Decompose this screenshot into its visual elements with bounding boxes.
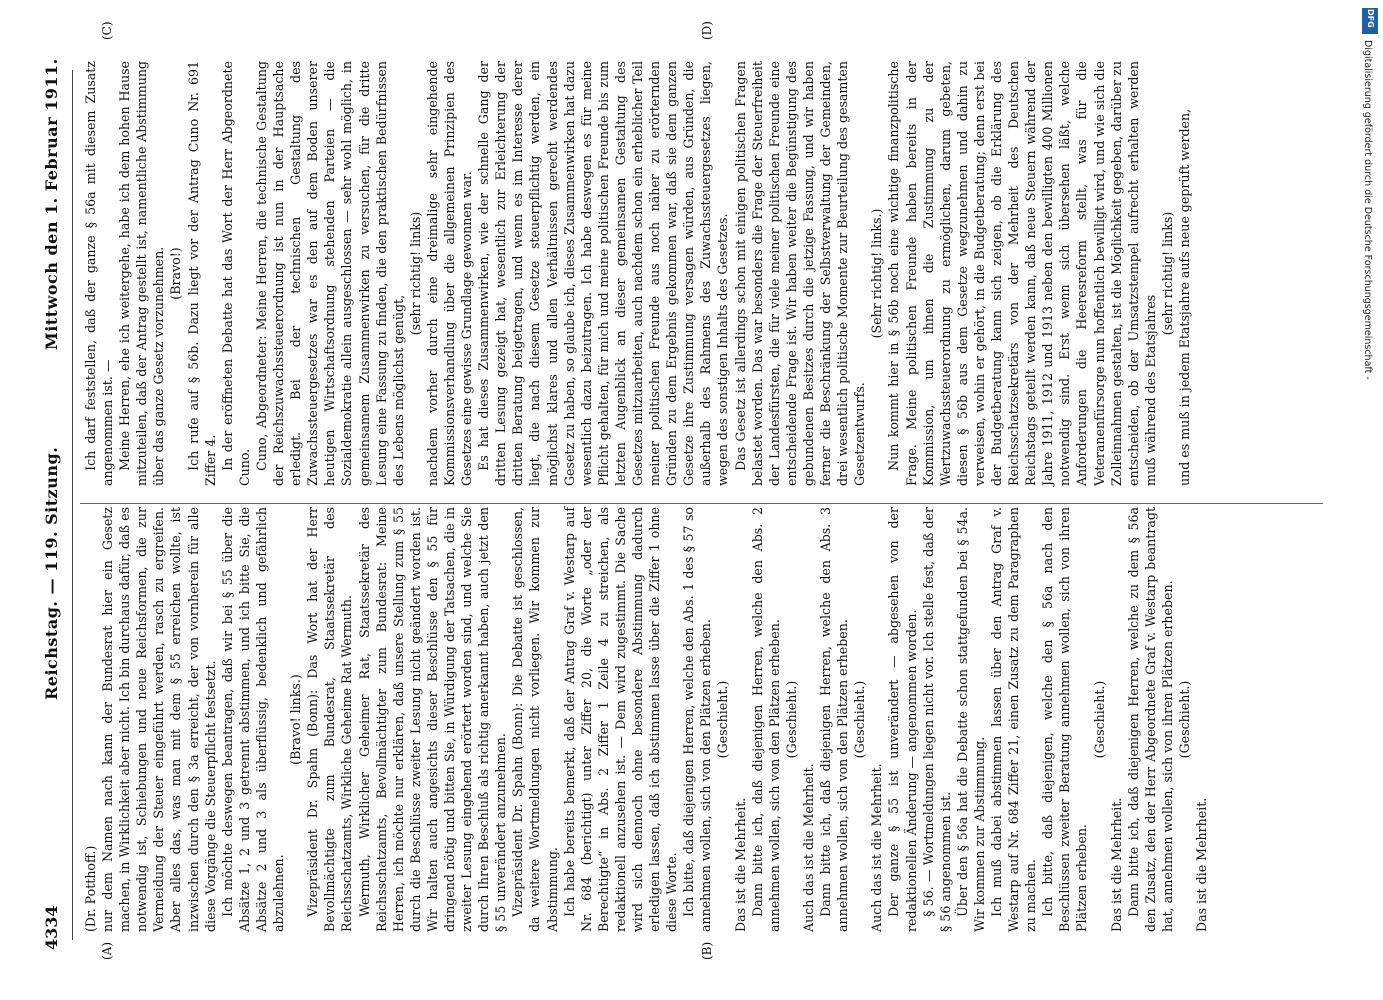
paragraph: Es hat dieses Zusammenwirken, wie der schnelle Gang der dritten Lesung gezeigt hat, wesentlich zur Erleichterung der dritten Beratung beigetragen, und wenn es im Interesse derer liegt, die nach diesem Gesetze steuerpflichtig werden, ein möglichst klares und allen Verhältnissen gerecht werdendes Gesetz zu haben, so glaube ich, dieses Zusammenwirken hat dazu wesentlich dazu beizutragen. Ich habe deswegen es für meine Pflicht gehalten, für mich und meine politischen Freunde bis zum letzten Augenblick an dieser gemeinsamen Gestaltung des Gesetzes mitzuarbeiten, auch nachdem schon ein erheblicher Teil meiner politischen Freunde aus noch näher zu erörternden Gründen zu dem Ergebnis gekommen war, daß sie dem ganzen Gesetze ihre Zustimmung versagen würden, aus Gründen, die außerhalb des Rahmens des Zuwachssteuergesetzes liegen, wegen des sonstigen Inhalts des Gesetzes. <box>476 61 731 486</box>
margin-letter-d: (D) <box>700 21 714 40</box>
digitization-note <box>1355 40 1379 960</box>
paragraph: Ich habe bereits bemerkt, daß der Antrag Graf v. Westarp auf Nr. 684 (berichtigt) unter Ziffer 20, die Worte „oder der Berechtigte“ in Abs. 2 Ziffer 1 Zeile 4 zu streichen, als redaktionell anzusehen ist. — Dem wird zugestimmt. Die Sache wird sich dennoch ohne besondere Abstimmung dadurch erledigen lassen, daß ich abstimmen lasse über die Ziffer 1 ohne diese Worte. <box>561 507 680 932</box>
paragraph: Nun kommt hier in § 56b noch eine wichtige finanzpolitische Frage. Meine politischen Freunde haben bereits in der Kommission, um ihnen die Zustimmung zu der Wertzuwachssteuerordnung zu ermöglichen, darum gebeten, diesen § 56b aus dem Gesetze wegzunehmen und dahin zu verweisen, wohin er gehört, in die Budgetberatung; denn erst bei der Budgetberatung kann sich zeigen, ob die Erklärung des Reichsschatzsekretärs von der Mehrheit des Deutschen Reichstags geteilt werden kann, daß neue Steuern während der Jahre 1911, 1912 und 1913 neben den bewilligten 400 Millionen notwendig sind. Erst wenn sich übersehen läßt, welche Anforderungen die Heeresreform stellt, was für die Veteranenfürsorge nun hoffentlich bewilligt wird, und wie sich die Zolleinnahmen gestalten, ist die Möglichkeit gegeben, darüber zu entscheiden, ob der Umsatzstempel aufrecht erhalten werden muß während des Etatsjahres <box>886 61 1158 486</box>
margin-letter-c: (C) <box>100 21 114 40</box>
paragraph: Dann bitte ich, daß diejenigen Herren, welche den Abs. 2 annehmen wollen, sich von den Plätzen erheben. <box>749 507 782 932</box>
paragraph: (Sehr richtig! links.) <box>869 208 885 339</box>
right-column <box>82 61 1193 486</box>
column-divider <box>80 503 1323 504</box>
paragraph: Auch das ist die Mehrheit. <box>800 763 816 932</box>
paragraph: (Geschieht.) <box>783 680 799 759</box>
paragraph: Ich möchte deswegen beantragen, daß wir bei § 55 über die Absätze 1, 2 und 3 getrennt abstimmen, und ich bitte Sie, die Absätze 2 und 3 als überflüssig, bedenklich und gefährlich abzulehnen. <box>219 507 287 932</box>
paragraph: Dann bitte ich, daß diejenigen Herren, welche zu dem § 56a den Zusatz, den der Herr Abgeordnete Graf v. Westarp beantragt hat, annehmen wollen, sich von ihren Plätzen erheben. <box>1125 507 1175 932</box>
paragraph: Das ist die Mehrheit. <box>1108 797 1124 932</box>
header-left-title: Reichstag. — 119. Sitzung. <box>42 446 61 700</box>
paragraph: Cuno, Abgeordneter: Meine Herren, die technische Gestaltung der Reichszuwachssteuerordnung ist nun in der Hauptsache erledigt. Bei der technischen Gestaltung des Zuwachssteuergesetzes war es den auf dem Boden unserer heutigen Wirtschaftsordnung stehenden Parteien — die Sozialdemokratie allein ausgeschlossen — sehr wohl möglich, in gemeinsamem Zusammenwirken zu versuchen, für die dritte Lesung eine Fassung zu finden, die den praktischen Bedürfnissen des Lebens möglichst genügt, <box>253 61 406 486</box>
paragraph: nur dem Namen nach kann der Bundesrat hier ein Gesetz machen, in Wirklichkeit aber nicht. Ich bin durchaus dafür, daß es notwendig ist, Schiebungen und neue Reichsformen, die zur Vermeidung der Steuer eingeführt werden, rasch zu ergreifen. Aber alles das, was man mit dem § 55 erreichen wollte, ist inzwischen durch den § 3a erreicht, der von vornherein für alle diese Vorgänge die Steuerpflicht festsetzt. <box>100 507 218 932</box>
margin-letter-a: (A) <box>100 941 114 960</box>
left-column <box>82 507 1210 932</box>
paragraph: Auch das ist die Mehrheit. <box>869 763 885 932</box>
digitization-note-text: Digitalisierung gefördert durch die Deutsche Forschungsgemeinschaft - <box>1362 40 1373 380</box>
page-header <box>42 0 68 1000</box>
paragraph: (Bravo! links.) <box>288 674 304 765</box>
paragraph: Das ist die Mehrheit. <box>732 797 748 932</box>
paragraph: Ich bitte, daß diejenigen, welche den § 56a nach den Beschlüssen zweiter Beratung annehmen wollen, sich von ihren Plätzen erheben. <box>1040 507 1090 932</box>
dfg-logo <box>1362 8 1378 34</box>
paragraph: Das Gesetz ist allerdings schon mit einigen politischen Fragen belastet worden. Das war besonders die Frage der Steuerfreiheit der Landesfürsten, die für viele meiner politischen Freunde eine entscheidende Frage ist. Wir haben weiter die Begünstigung des gebundenen Besitzes durch die jetzige Fassung, und wir haben ferner die Beschränkung der Selbstverwaltung der Gemeinden, drei wesentlich politische Momente zur Beurteilung des gesamten Gesetzentwurfs. <box>732 61 868 486</box>
paragraph: Das ist die Mehrheit. <box>1194 797 1210 932</box>
paragraph: (sehr richtig! links) <box>407 211 423 336</box>
paragraph: Meine Herren, ehe ich weitergehe, habe ich dem hohen Hause mitzuteilen, daß der Antrag gestellt ist, namentliche Abstimmung über das ganze Gesetz vorzunehmen. <box>117 61 167 486</box>
paragraph: Der ganze § 55 ist unverändert — abgesehen von der redaktionellen Änderung — angenommen worden. <box>886 507 919 932</box>
paragraph: (Dr. Potthoff.) <box>83 845 98 932</box>
paragraph: (sehr richtig! links) <box>1159 211 1175 336</box>
paragraph: Ich rufe auf § 56b. Dazu liegt vor der Antrag Cuno Nr. 691 Ziffer 4. <box>185 61 218 486</box>
paragraph: Über den § 56a hat die Debatte schon stattgefunden bei § 54a. Wir kommen zur Abstimmung. <box>954 507 987 932</box>
header-rule <box>72 70 73 940</box>
paragraph: Wermuth, Wirklicher Geheimer Rat, Staatssekretär des Reichsschatzamts, Bevollmächtigter zum Bundesrat: Meine Herren, ich möchte nur erklären, daß unsere Stellung zum § 55 durch die Beschlüsse zweiter Lesung nicht geändert worden ist. Wir halten auch angesichts dieser Beschlüsse den § 55 für dringend nötig und bitten Sie, in Würdigung der Tatsachen, die in zweiter Lesung eingehend erörtert worden sind, und welche Sie durch Ihren Beschluß als richtig anerkannt haben, auch jetzt den § 55 unverändert anzunehmen. <box>356 507 509 932</box>
paragraph: (Geschieht.) <box>1091 680 1107 759</box>
paragraph: Ich bitte, daß diejenigen Herren, welche den Abs. 1 des § 57 so annehmen wollen, sich von den Plätzen erheben. <box>681 507 714 932</box>
paragraph: und es muß in jedem Etatsjahre aufs neue geprüft werden, <box>1177 108 1192 486</box>
dfg-logo-text: DFG <box>1366 9 1375 28</box>
page-number: 4334 <box>42 905 61 950</box>
margin-letter-b: (B) <box>700 941 714 960</box>
paragraph: nachdem vorher durch eine dreimalige sehr eingehende Kommissionsverhandlung über die allgemeinen Prinzipien des Gesetzes eine gewisse Grundlage gewonnen war. <box>424 61 475 486</box>
paragraph: Vizepräsident Dr. Spahn (Bonn): Die Debatte ist geschlossen, da weitere Wortmeldungen nicht vorliegen. Wir kommen zur Abstimmung. <box>510 507 560 932</box>
paragraph: § 56. — Wortmeldungen liegen nicht vor. Ich stelle fest, daß der § 56 angenommen ist. <box>920 507 953 932</box>
paragraph: Vizepräsident Dr. Spahn (Bonn): Das Wort hat der Herr Bevollmächtigte zum Bundesrat, Staatssekretär des Reichsschatzamts, Wirkliche Geheime Rat Wermuth. <box>305 507 355 932</box>
paragraph: In der eröffneten Debatte hat das Wort der Herr Abgeordnete Cuno. <box>219 61 252 486</box>
paragraph: Dann bitte ich, daß diejenigen Herren, welche den Abs. 3 annehmen wollen, sich von den Plätzen erheben. <box>818 507 851 932</box>
paragraph: (Geschieht.) <box>1177 680 1192 759</box>
paragraph: Ich muß dabei abstimmen lassen über den Antrag Graf v. Westarp auf Nr. 684 Ziffer 21, einen Zusatz zu dem Paragraphen zu machen. <box>988 507 1039 932</box>
paragraph: (Bravo!) <box>168 247 184 300</box>
paragraph: (Geschieht.) <box>715 680 731 759</box>
paragraph: (Geschieht.) <box>852 680 868 759</box>
paragraph: Ich darf feststellen, daß der ganze § 56a mit diesem Zusatz angenommen ist. — <box>83 61 116 486</box>
header-right-title: Mittwoch den 1. Februar 1911. <box>42 58 61 350</box>
